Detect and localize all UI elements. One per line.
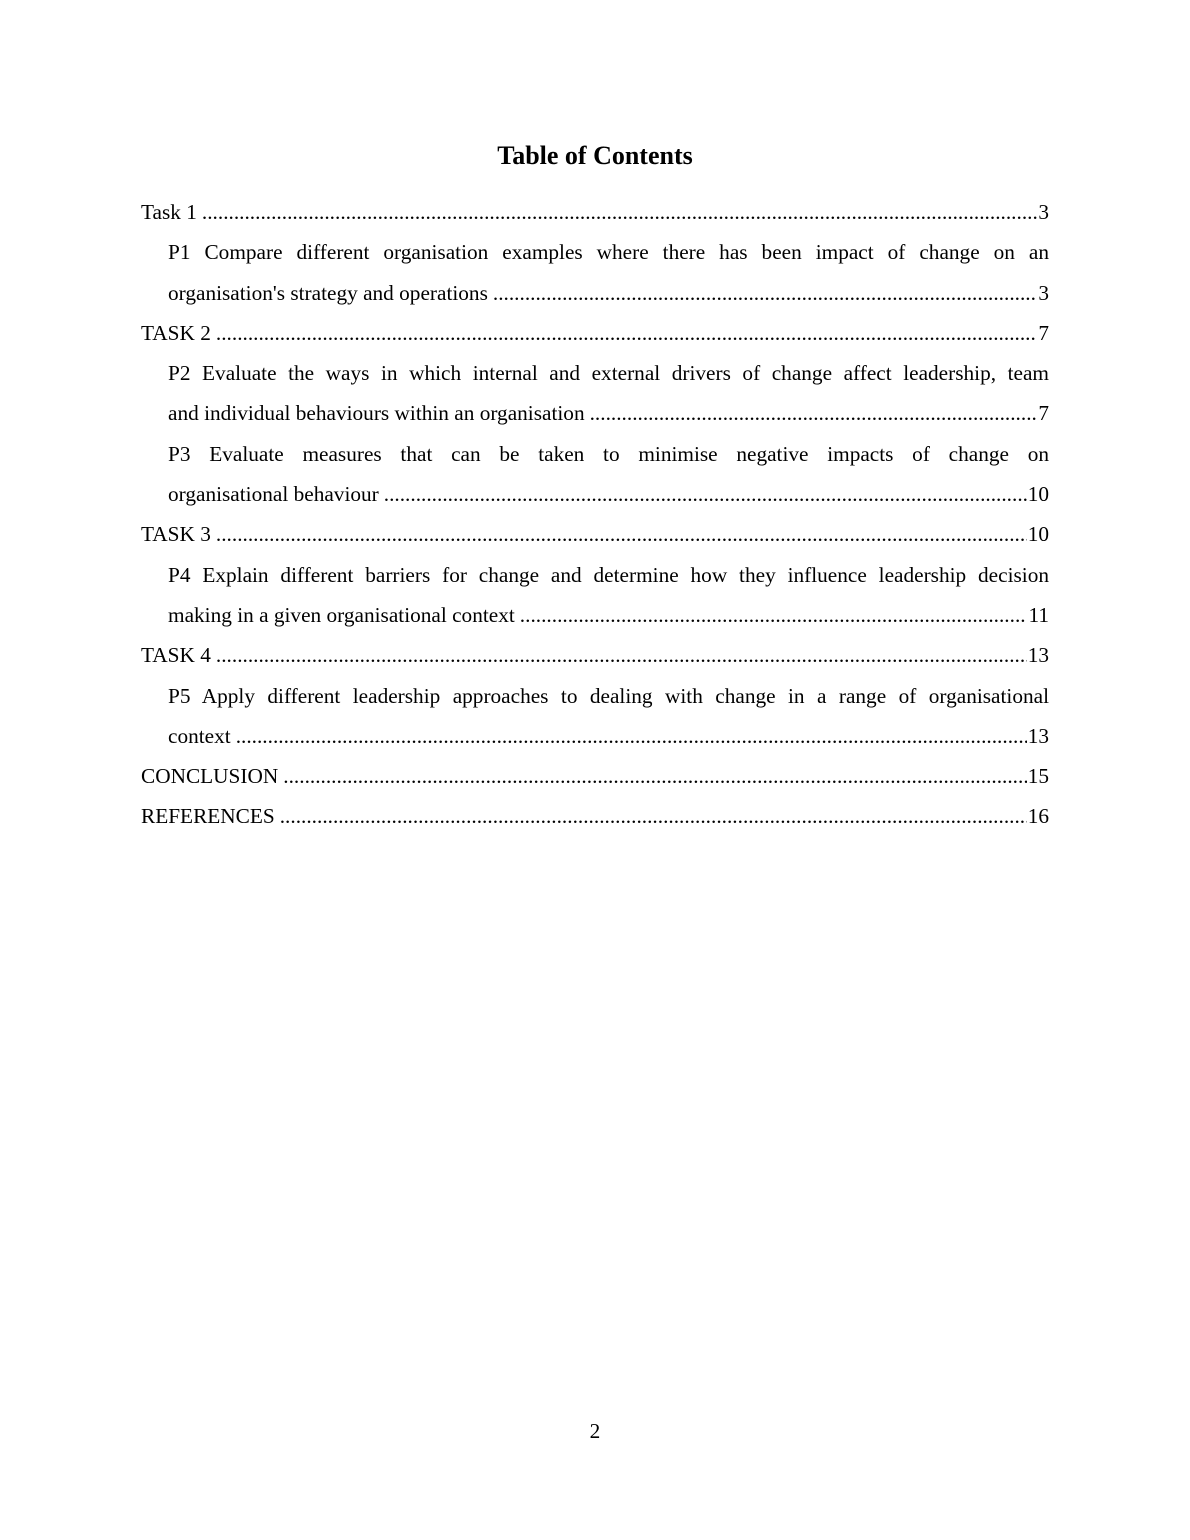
toc-entry[interactable] [141,555,1049,636]
toc-entry-label: making in a given organisational context [168,602,515,627]
toc-entry-label: Task 1 [141,200,197,224]
toc-entry[interactable] [141,514,1049,554]
toc-entry-line [168,595,1049,635]
toc-entry-line [168,474,1049,514]
toc-entry-page-number: 15 [1027,764,1049,789]
toc-entry-line [168,716,1049,756]
toc-entry-label: and individual behaviours within an organisation [168,401,585,426]
toc-entry-page-number: 7 [1038,401,1049,426]
toc-entry[interactable] [141,796,1049,836]
toc-entry-line [141,514,1049,554]
toc-entry-label: TASK 2 [141,320,211,345]
toc-entry-label: organisation's strategy and operations [168,280,488,305]
toc-entry-label: CONCLUSION [141,764,279,789]
toc-entry[interactable] [141,434,1049,515]
toc-entry-text-line: P5 Apply different leadership approaches to dealing with change in a range of organisational [168,683,1049,708]
toc-entry-label: TASK 3 [141,522,211,547]
dot-leader [283,756,1026,796]
toc-entry-line [168,393,1049,433]
toc-entry-page-number: 10 [1027,522,1049,547]
toc-entry-text-line: P4 Explain different barriers for change and determine how they influence leadership decision [168,562,1049,587]
toc-entry-page-number: 10 [1027,482,1049,507]
toc-entry-line [141,313,1049,353]
toc-entry-label: organisational behaviour [168,482,379,507]
dot-leader [384,474,1027,514]
toc-entry[interactable] [141,192,1049,232]
toc-title: Table of Contents [497,141,693,170]
toc-entry-page-number: 11 [1028,602,1049,627]
toc-entry[interactable] [141,232,1049,313]
toc-entry-page-number: 13 [1027,643,1049,668]
dot-leader [202,192,1037,232]
page-number: 2 [589,1419,601,1443]
toc-entry-label: context [168,723,231,748]
toc-entry-page-number: 3 [1038,280,1049,305]
toc-entry-page-number: 13 [1027,723,1049,748]
dot-leader [236,716,1027,756]
toc-entry-page-number: 7 [1038,320,1049,345]
dot-leader [520,595,1028,635]
toc-entry-line [141,796,1049,836]
dot-leader [216,514,1027,554]
toc-entry[interactable] [141,353,1049,434]
toc-entry-line [141,192,1049,232]
toc-entry-page-number: 3 [1038,200,1049,224]
dot-leader [280,796,1027,836]
toc-entry[interactable] [141,313,1049,353]
toc-entry-line [141,635,1049,675]
toc-entry-text-line: P3 Evaluate measures that can be taken to minimise negative impacts of change on [168,441,1049,466]
toc-entry[interactable] [141,756,1049,796]
toc-entry[interactable] [141,635,1049,675]
toc-entry-line [168,273,1049,313]
toc-entry-text-line: P2 Evaluate the ways in which internal and external drivers of change affect leadership, team [168,361,1049,386]
table-of-contents [141,192,1049,837]
toc-entry-text-line: P1 Compare different organisation examples where there has been impact of change on an [168,240,1049,265]
dot-leader [216,313,1037,353]
dot-leader [216,635,1027,675]
toc-entry-label: REFERENCES [141,804,275,829]
toc-entry-label: TASK 4 [141,643,211,668]
dot-leader [590,393,1038,433]
dot-leader [493,273,1037,313]
toc-entry[interactable] [141,676,1049,757]
toc-entry-line [141,756,1049,796]
toc-entry-page-number: 16 [1027,804,1049,829]
